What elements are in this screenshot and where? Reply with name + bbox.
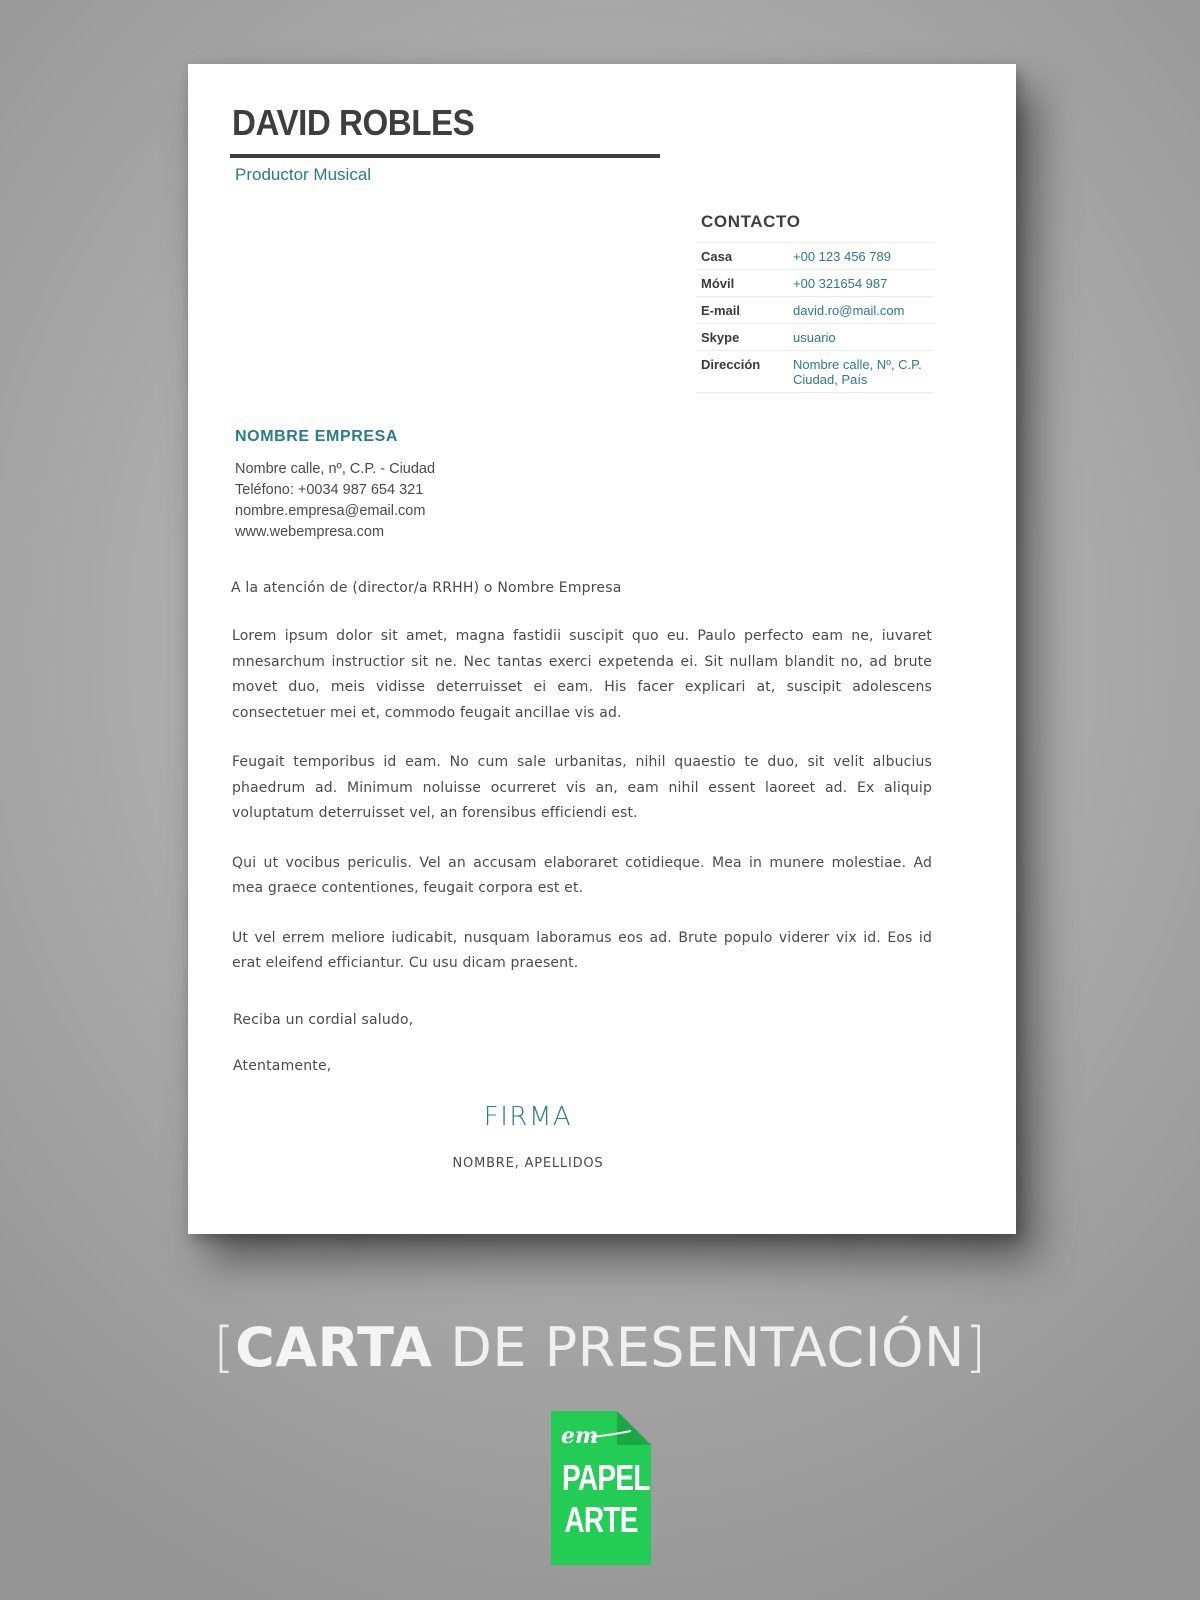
company-address: Nombre calle, nº, C.P. - Ciudad [235,461,436,477]
logo-line-2: ARTE [564,1499,638,1540]
logo-em-text: em [561,1423,599,1449]
company-email: nombre.empresa@email.com [235,503,426,519]
contact-section [696,212,934,393]
letter-paragraph: Qui ut vocibus periculis. Vel an accusam elaboraret cotidieque. Mea in munere molestiae. Ad mea graece contentiones, feugait corpora est et. [232,854,932,896]
contact-row-home [696,242,934,269]
name-underline-divider [230,154,660,158]
contact-label: Móvil [701,276,735,291]
letter-paragraph: Ut vel errem meliore iudicabit, nusquam laboramus eos ad. Brute populo viderer vix id. Eos id erat eleifend efficiantur. Cu usu dicam praesent. [232,929,932,971]
home-phone-value: +00 123 456 789 [793,249,891,264]
banner-bold-word: CARTA [235,1316,433,1379]
logo-line-1: PAPEL [562,1457,650,1498]
closing-greeting: Reciba un cordial saludo, [233,1012,414,1028]
mobile-phone-value: +00 321654 987 [793,276,888,291]
empapelarte-logo [551,1411,651,1565]
contact-row-email [696,296,934,323]
contact-heading: CONTACTO [701,212,801,231]
attention-line: A la atención de (director/a RRHH) o Nombre Empresa [231,580,622,596]
banner-title [0,1316,1200,1379]
address-line-1: Nombre calle, Nº, C.P. [793,357,922,372]
candidate-name: DAVID ROBLES [232,102,475,143]
job-title: Productor Musical [235,165,372,184]
letter-paragraph: Lorem ipsum dolor sit amet, magna fastidii suscipit quo eu. Paulo perfecto eam ne, iuvaret mnesarchum instructior sit ne. Nec tantas exerci expetenda ei. Sit nullam blandit no, ad brute movet duo, meis vidisse deterruisset ei eam. His facer explicari at, suscipit adolescens consectetuer mei et, commodo feugait ancillae vis ad. [232,628,932,721]
address-value [793,357,922,387]
banner-rest: DE PRESENTACIÓN [432,1316,965,1379]
letter-paragraph: Feugait temporibus id eam. No cum sale urbanitas, nihil quaestio te duo, sit velit albucius phaedrum ad. Minimum noluisse ocurreret vis an, eam nihil essent laoreet ad. Ex aliquip voluptatum deterruisset vel, an forensibus efficiendi est. [232,754,932,821]
signature-placeholder: FIRMA [483,1102,573,1132]
closing-sign-off: Atentamente, [233,1058,332,1074]
company-phone: Teléfono: +0034 987 654 321 [235,482,424,498]
email-link[interactable]: david.ro@mail.com [793,303,905,318]
banner-close-bracket: ] [964,1316,987,1379]
signature-name: NOMBRE, APELLIDOS [452,1156,604,1171]
skype-value: usuario [793,330,836,345]
banner-open-bracket: [ [213,1316,236,1379]
recipient-company-block [235,428,435,543]
contact-label: E-mail [701,303,741,318]
contact-label: Dirección [701,357,761,372]
letter-body [232,624,932,1001]
company-website: www.webempresa.com [235,524,385,540]
contact-row-skype [696,323,934,350]
contact-label: Skype [701,330,740,345]
cover-letter-page [188,64,1016,1234]
contact-row-mobile [696,269,934,296]
address-line-2: Ciudad, País [793,372,868,387]
contact-row-address [696,350,934,393]
company-name: NOMBRE EMPRESA [235,428,399,445]
contact-label: Casa [701,249,733,264]
